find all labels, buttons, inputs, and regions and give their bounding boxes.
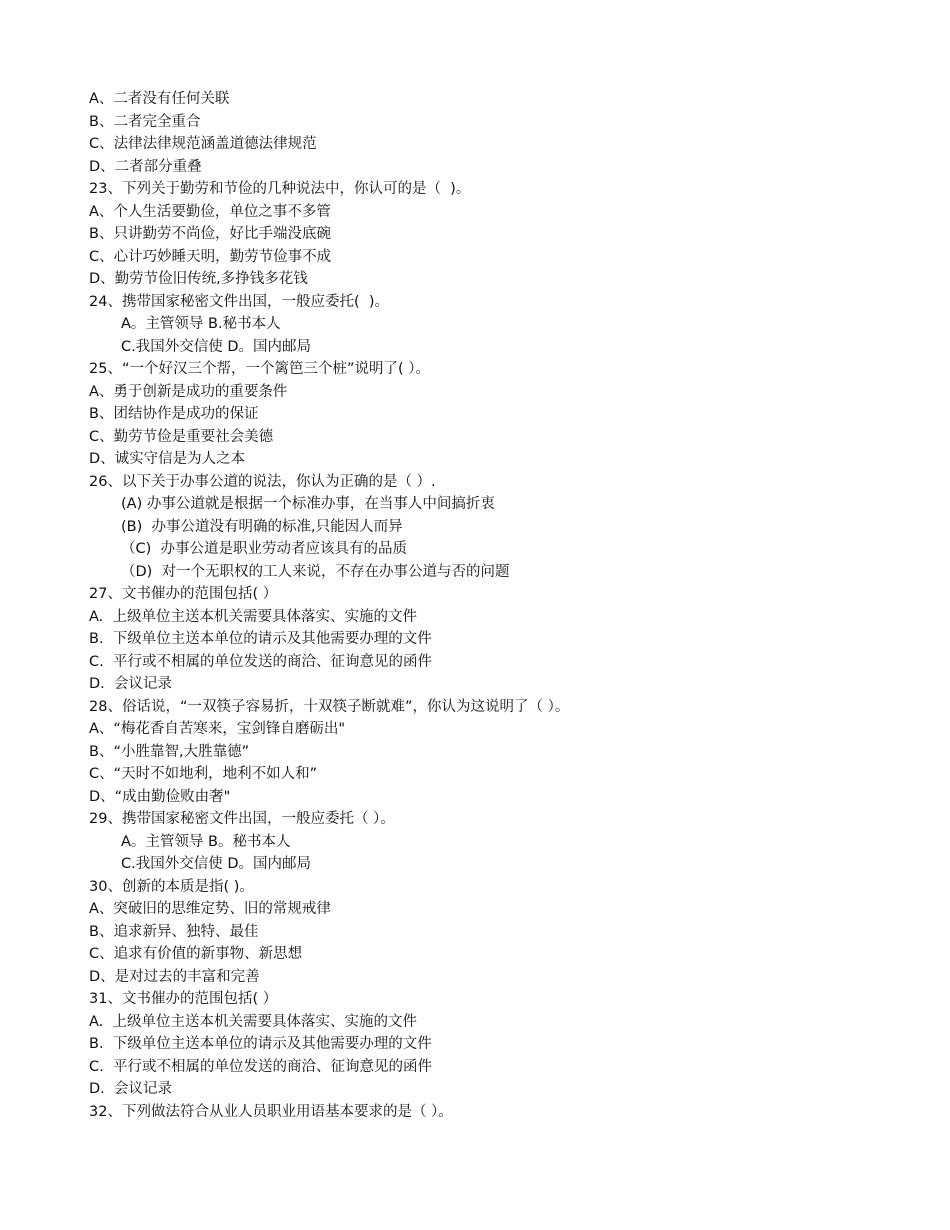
text-line: C. 平行或不相属的单位发送的商洽、征询意见的函件 <box>89 653 432 670</box>
text-line: 24、携带国家秘密文件出国，一般应委托( )。 <box>89 293 389 310</box>
text-line: C、勤劳节俭是重要社会美德 <box>89 428 274 445</box>
text-line: 25、“一个好汉三个帮，一个篱笆三个桩”说明了( ）。 <box>89 361 430 377</box>
text-line: D、是对过去的丰富和完善 <box>89 968 260 985</box>
text-line: C、“天时不如地利，地利不如人和” <box>89 766 318 782</box>
text-line: B、团结协作是成功的保证 <box>89 406 259 422</box>
text-line: A、勇于创新是成功的重要条件 <box>89 383 288 400</box>
text-line: 28、俗话说，“一双筷子容易折，十双筷子断就难”，你认为这说明了（ ）。 <box>89 698 570 715</box>
text-line: C、追求有价值的新事物、新思想 <box>89 946 303 962</box>
text-line: B、二者完全重合 <box>89 113 201 130</box>
text-line: A、个人生活要勤俭，单位之事不多管 <box>89 203 331 220</box>
text-line: (A) 办事公道就是根据一个标准办事，在当事人中间搞折衷 <box>121 496 495 512</box>
text-line: A。主管领导 B。秘书本人 <box>121 833 291 850</box>
document-page <box>89 88 909 1123</box>
text-line: C.我国外交信使 D。国内邮局 <box>121 856 312 872</box>
text-line: A。主管领导 B.秘书本人 <box>121 316 281 332</box>
text-line: 32、下列做法符合从业人员职业用语基本要求的是（ ）。 <box>89 1103 453 1120</box>
text-line: D. 会议记录 <box>89 676 172 692</box>
text-line: A、二者没有任何关联 <box>89 91 230 107</box>
text-line: C.我国外交信使 D。国内邮局 <box>121 338 312 355</box>
text-line: 26、以下关于办事公道的说法，你认为正确的是（ ）. <box>89 473 436 490</box>
text-line: A. 上级单位主送本机关需要具体落实、实施的文件 <box>89 608 417 625</box>
text-line: (B) 办事公道没有明确的标准,只能因人而异 <box>121 518 403 535</box>
text-line: D. 会议记录 <box>89 1081 172 1097</box>
text-line: 27、文书催办的范围包括( ） <box>89 586 278 602</box>
text-line: （C) 办事公道是职业劳动者应该具有的品质 <box>121 541 407 557</box>
text-line: D、“成由勤俭败由奢" <box>89 788 231 805</box>
text-line: B、只讲勤劳不尚俭，好比手端没底碗 <box>89 226 331 242</box>
text-line: 23、下列关于勤劳和节俭的几种说法中，你认可的是（ )。 <box>89 181 471 197</box>
text-line: C、心计巧妙睡天明，勤劳节俭事不成 <box>89 248 332 265</box>
text-line: D、勤劳节俭旧传统,多挣钱多花钱 <box>89 271 308 287</box>
text-line: B. 下级单位主送本单位的请示及其他需要办理的文件 <box>89 631 432 647</box>
text-line: （D) 对一个无职权的工人来说，不存在办事公道与否的问题 <box>121 563 510 580</box>
text-line: D、诚实守信是为人之本 <box>89 451 246 467</box>
text-line: B. 下级单位主送本单位的请示及其他需要办理的文件 <box>89 1036 432 1052</box>
text-line: C、法律法律规范涵盖道德法律规范 <box>89 136 317 152</box>
text-line: A、“梅花香自苦寒来，宝剑锋自磨砺出" <box>89 721 346 737</box>
text-line: A. 上级单位主送本机关需要具体落实、实施的文件 <box>89 1013 417 1030</box>
text-line: B、“小胜靠智,大胜靠德” <box>89 743 250 760</box>
text-line: A、突破旧的思维定势、旧的常规戒律 <box>89 901 331 917</box>
text-line: 31、文书催办的范围包括( ） <box>89 991 278 1007</box>
text-line: B、追求新异、独特、最佳 <box>89 923 259 940</box>
text-line: C. 平行或不相属的单位发送的商洽、征询意见的函件 <box>89 1058 432 1075</box>
text-line: 29、携带国家秘密文件出国，一般应委托（ ）。 <box>89 811 395 827</box>
text-line: 30、创新的本质是指( )。 <box>89 878 254 895</box>
text-line: D、二者部分重叠 <box>89 158 202 175</box>
